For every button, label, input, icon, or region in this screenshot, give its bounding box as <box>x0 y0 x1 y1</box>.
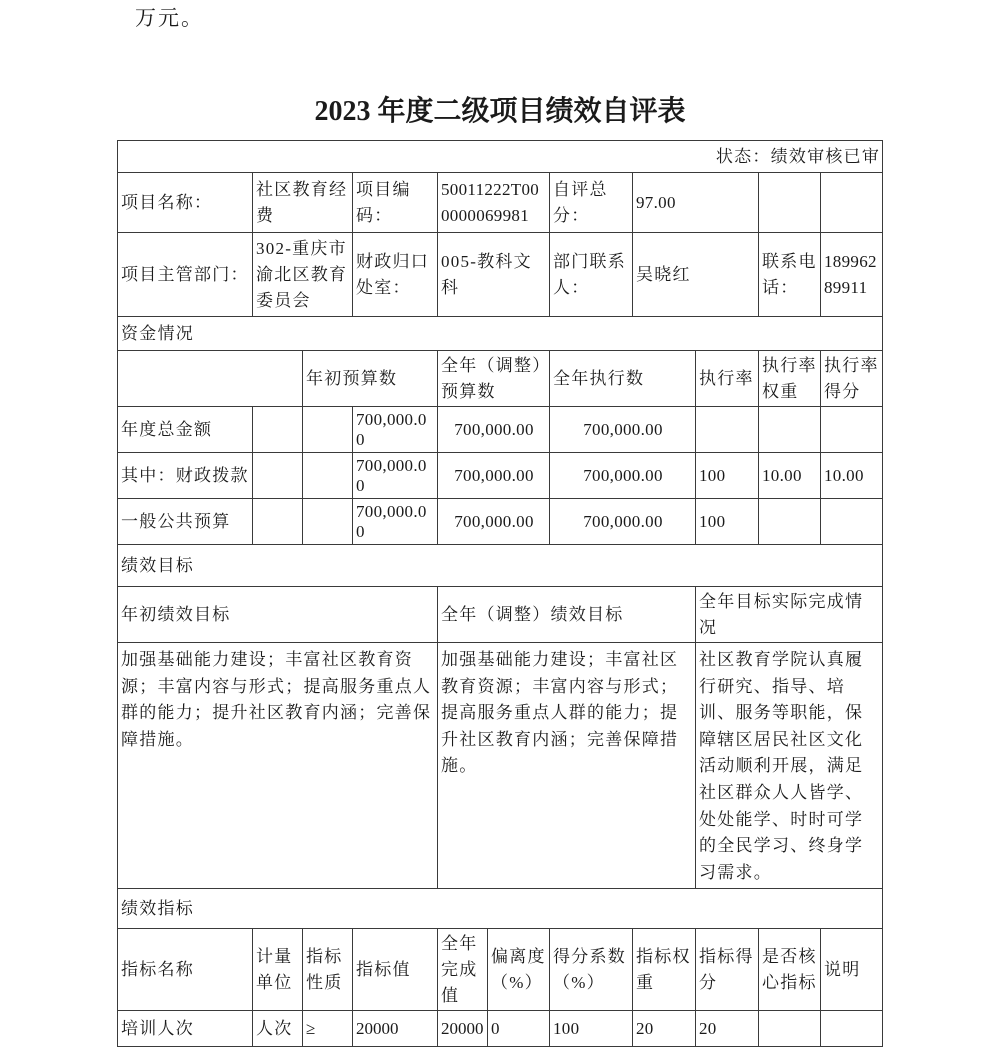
indicator-header-core: 是否核心指标 <box>759 929 821 1011</box>
status-text: 状态：绩效审核已审 <box>118 141 883 173</box>
indicator-unit: 人次 <box>253 1011 303 1047</box>
indicators-section-row <box>118 889 883 929</box>
self-score-label: 自评总分： <box>550 173 633 233</box>
finance-office-value: 005-教科文科 <box>438 233 550 317</box>
funds-row <box>118 407 883 453</box>
indicator-deviation: 0 <box>488 1011 550 1047</box>
status-row <box>118 141 883 173</box>
funds-adjusted: 700,000.00 <box>438 407 550 453</box>
preamble-text: 万元。 <box>135 6 204 30</box>
empty-cell <box>253 407 303 453</box>
goals-section-row <box>118 545 883 587</box>
department-row <box>118 233 883 317</box>
project-code-label: 项目编码： <box>353 173 438 233</box>
evaluation-table <box>117 140 883 1047</box>
goals-header-row <box>118 587 883 643</box>
funds-row-label: 一般公共预算 <box>118 499 253 545</box>
goals-initial-text: 加强基础能力建设；丰富社区教育资源；丰富内容与形式；提高服务重点人群的能力；提升社区教育内涵；完善保障措施。 <box>118 643 438 889</box>
contact-value: 吴晓红 <box>633 233 759 317</box>
indicator-header-coefficient: 得分系数（%） <box>550 929 633 1011</box>
project-name-label: 项目名称： <box>118 173 253 233</box>
phone-value: 18996289911 <box>821 233 883 317</box>
funds-executed: 700,000.00 <box>550 499 696 545</box>
indicator-header-score: 指标得分 <box>696 929 759 1011</box>
indicators-section-title: 绩效指标 <box>118 889 883 929</box>
empty-cell <box>821 173 883 233</box>
funds-executed: 700,000.00 <box>550 407 696 453</box>
goals-content-row <box>118 643 883 889</box>
funds-header-weight: 执行率权重 <box>759 351 821 407</box>
indicator-weight: 20 <box>633 1011 696 1047</box>
finance-office-label: 财政归口处室： <box>353 233 438 317</box>
funds-section-row <box>118 317 883 351</box>
funds-weight <box>759 499 821 545</box>
funds-score: 10.00 <box>821 453 883 499</box>
empty-cell <box>759 173 821 233</box>
indicator-note <box>821 1011 883 1047</box>
document-title: 2023 年度二级项目绩效自评表 <box>314 96 686 127</box>
goals-header-initial: 年初绩效目标 <box>118 587 438 643</box>
funds-rate: 100 <box>696 499 759 545</box>
funds-adjusted: 700,000.00 <box>438 499 550 545</box>
empty-cell <box>303 453 353 499</box>
indicator-header-unit: 计量单位 <box>253 929 303 1011</box>
funds-header-adjusted: 全年（调整）预算数 <box>438 351 550 407</box>
indicator-header-nature: 指标性质 <box>303 929 353 1011</box>
funds-weight: 10.00 <box>759 453 821 499</box>
funds-weight <box>759 407 821 453</box>
funds-header-row <box>118 351 883 407</box>
funds-initial: 700,000.00 <box>353 453 438 499</box>
goals-header-adjusted: 全年（调整）绩效目标 <box>438 587 696 643</box>
goals-adjusted-text: 加强基础能力建设；丰富社区教育资源；丰富内容与形式；提高服务重点人群的能力；提升社区教育内涵；完善保障措施。 <box>438 643 696 889</box>
self-score-value: 97.00 <box>633 173 759 233</box>
indicator-target: 20000 <box>353 1011 438 1047</box>
funds-initial: 700,000.00 <box>353 407 438 453</box>
funds-section-title: 资金情况 <box>118 317 883 351</box>
funds-row-label: 其中：财政拨款 <box>118 453 253 499</box>
indicator-header-weight: 指标权重 <box>633 929 696 1011</box>
funds-rate: 100 <box>696 453 759 499</box>
funds-row <box>118 453 883 499</box>
dept-value: 302-重庆市渝北区教育委员会 <box>253 233 353 317</box>
empty-cell <box>303 407 353 453</box>
indicator-header-actual: 全年完成值 <box>438 929 488 1011</box>
dept-label: 项目主管部门： <box>118 233 253 317</box>
funds-header-initial: 年初预算数 <box>303 351 438 407</box>
funds-rate <box>696 407 759 453</box>
empty-cell <box>253 453 303 499</box>
funds-header-executed: 全年执行数 <box>550 351 696 407</box>
funds-row <box>118 499 883 545</box>
funds-score <box>821 499 883 545</box>
project-code-value: 50011222T000000069981 <box>438 173 550 233</box>
indicator-actual: 20000 <box>438 1011 488 1047</box>
empty-cell <box>253 499 303 545</box>
funds-row-label: 年度总金额 <box>118 407 253 453</box>
phone-label: 联系电话： <box>759 233 821 317</box>
indicator-header-deviation: 偏离度（%） <box>488 929 550 1011</box>
funds-header-score: 执行率得分 <box>821 351 883 407</box>
funds-header-blank <box>118 351 303 407</box>
indicator-header-target: 指标值 <box>353 929 438 1011</box>
goals-header-actual: 全年目标实际完成情况 <box>696 587 883 643</box>
indicator-name: 培训人次 <box>118 1011 253 1047</box>
indicator-score: 20 <box>696 1011 759 1047</box>
goals-actual-text: 社区教育学院认真履行研究、指导、培训、服务等职能，保障辖区居民社区文化活动顺利开展，满足社区群众人人皆学、处处能学、时时可学的全民学习、终身学习需求。 <box>696 643 883 889</box>
funds-initial: 700,000.00 <box>353 499 438 545</box>
indicator-row <box>118 1011 883 1047</box>
funds-header-rate: 执行率 <box>696 351 759 407</box>
funds-adjusted: 700,000.00 <box>438 453 550 499</box>
indicator-core <box>759 1011 821 1047</box>
goals-section-title: 绩效目标 <box>118 545 883 587</box>
contact-label: 部门联系人： <box>550 233 633 317</box>
project-name-value: 社区教育经费 <box>253 173 353 233</box>
indicator-header-name: 指标名称 <box>118 929 253 1011</box>
indicator-header-note: 说明 <box>821 929 883 1011</box>
project-name-row <box>118 173 883 233</box>
funds-score <box>821 407 883 453</box>
indicator-coefficient: 100 <box>550 1011 633 1047</box>
empty-cell <box>303 499 353 545</box>
funds-executed: 700,000.00 <box>550 453 696 499</box>
indicators-header-row <box>118 929 883 1011</box>
indicator-nature: ≥ <box>303 1011 353 1047</box>
